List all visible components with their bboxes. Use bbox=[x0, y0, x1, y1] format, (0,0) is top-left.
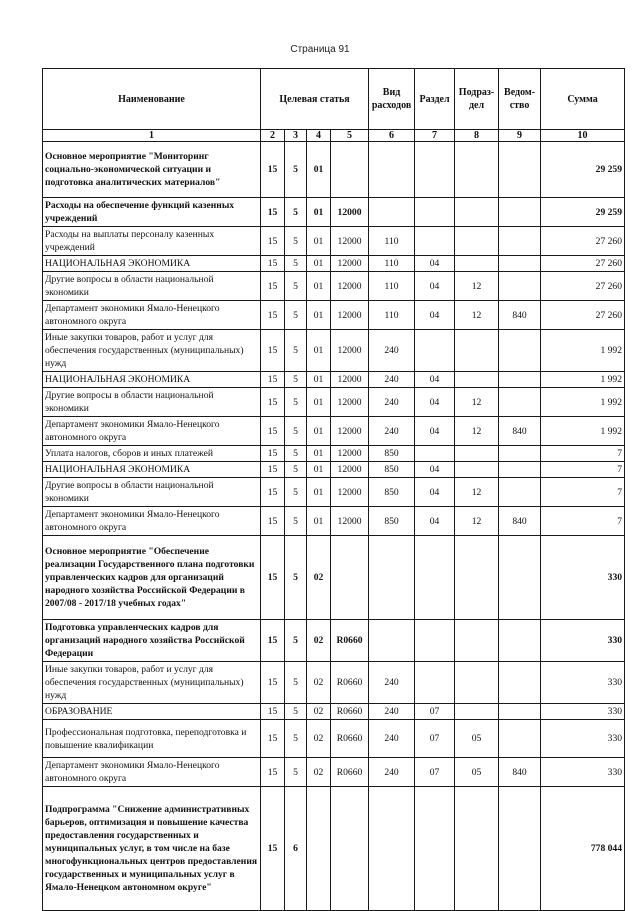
row-sum-cell: 27 260 bbox=[541, 272, 625, 301]
row-expense-type-cell bbox=[369, 620, 415, 662]
row-activity-cell: 01 bbox=[307, 388, 331, 417]
row-department-cell bbox=[499, 662, 541, 704]
column-number: 6 bbox=[369, 130, 415, 142]
row-direction-cell: 12000 bbox=[331, 507, 369, 536]
row-subsection-cell bbox=[455, 446, 499, 462]
row-subsection-cell: 12 bbox=[455, 272, 499, 301]
row-program-cell: 15 bbox=[261, 301, 285, 330]
row-name-cell: Иные закупки товаров, работ и услуг для обеспечения государственных (муниципальных) нужд bbox=[43, 330, 261, 372]
row-department-cell: 840 bbox=[499, 417, 541, 446]
row-program-cell: 15 bbox=[261, 758, 285, 787]
column-number-row bbox=[43, 130, 625, 142]
row-subsection-cell bbox=[455, 536, 499, 620]
row-sum-cell: 330 bbox=[541, 758, 625, 787]
table-row bbox=[43, 787, 625, 911]
row-name-cell: Уплата налогов, сборов и иных платежей bbox=[43, 446, 261, 462]
row-subprogram-cell: 5 bbox=[285, 198, 307, 227]
row-expense-type-cell: 240 bbox=[369, 662, 415, 704]
row-name-cell: Основное мероприятие "Обеспечение реализации Государственного плана подготовки управленческих кадров для организаций народного хозяйства Российской Федерации в 2007/08 - 2017/18 учебных годах" bbox=[43, 536, 261, 620]
table-header-row bbox=[43, 69, 625, 130]
row-section-cell: 04 bbox=[415, 507, 455, 536]
table-row bbox=[43, 478, 625, 507]
column-number: 3 bbox=[285, 130, 307, 142]
row-department-cell bbox=[499, 330, 541, 372]
row-activity-cell: 02 bbox=[307, 758, 331, 787]
row-subprogram-cell: 5 bbox=[285, 372, 307, 388]
row-direction-cell: R0660 bbox=[331, 758, 369, 787]
row-department-cell: 840 bbox=[499, 301, 541, 330]
row-expense-type-cell bbox=[369, 198, 415, 227]
table-row bbox=[43, 462, 625, 478]
row-subprogram-cell: 5 bbox=[285, 142, 307, 198]
row-subprogram-cell: 5 bbox=[285, 704, 307, 720]
row-direction-cell: R0660 bbox=[331, 704, 369, 720]
row-name-cell: Департамент экономики Ямало-Ненецкого автономного округа bbox=[43, 507, 261, 536]
row-name-cell: Расходы на обеспечение функций казенных учреждений bbox=[43, 198, 261, 227]
row-expense-type-cell: 240 bbox=[369, 720, 415, 758]
row-direction-cell bbox=[331, 536, 369, 620]
table-body bbox=[43, 142, 625, 911]
row-sum-cell: 330 bbox=[541, 662, 625, 704]
column-number: 9 bbox=[499, 130, 541, 142]
row-name-cell: Иные закупки товаров, работ и услуг для обеспечения государственных (муниципальных) нужд bbox=[43, 662, 261, 704]
row-section-cell bbox=[415, 227, 455, 256]
row-name-cell: Подпрограмма "Снижение административных барьеров, оптимизация и повышение качества предоставления государственных и муниципальных услуг, в том числе на базе многофункциональных центров предоставления государственных и муниципальных услуг в Ямало-Ненецком автономном округе" bbox=[43, 787, 261, 911]
row-subprogram-cell: 5 bbox=[285, 507, 307, 536]
budget-table bbox=[42, 68, 625, 911]
row-program-cell: 15 bbox=[261, 704, 285, 720]
row-name-cell: НАЦИОНАЛЬНАЯ ЭКОНОМИКА bbox=[43, 256, 261, 272]
row-activity-cell: 01 bbox=[307, 142, 331, 198]
row-activity-cell: 01 bbox=[307, 462, 331, 478]
row-department-cell bbox=[499, 787, 541, 911]
row-sum-cell: 7 bbox=[541, 462, 625, 478]
row-section-cell bbox=[415, 142, 455, 198]
row-name-cell: Другие вопросы в области национальной экономики bbox=[43, 478, 261, 507]
row-expense-type-cell bbox=[369, 787, 415, 911]
row-section-cell: 04 bbox=[415, 256, 455, 272]
row-program-cell: 15 bbox=[261, 142, 285, 198]
table-row bbox=[43, 446, 625, 462]
table-row bbox=[43, 142, 625, 198]
row-section-cell: 07 bbox=[415, 704, 455, 720]
row-program-cell: 15 bbox=[261, 372, 285, 388]
row-activity-cell: 01 bbox=[307, 330, 331, 372]
row-subsection-cell bbox=[455, 142, 499, 198]
row-department-cell bbox=[499, 198, 541, 227]
row-department-cell bbox=[499, 256, 541, 272]
row-subsection-cell bbox=[455, 256, 499, 272]
row-direction-cell: 12000 bbox=[331, 330, 369, 372]
table-row bbox=[43, 758, 625, 787]
row-department-cell bbox=[499, 272, 541, 301]
row-department-cell bbox=[499, 704, 541, 720]
table-row bbox=[43, 372, 625, 388]
row-program-cell: 15 bbox=[261, 662, 285, 704]
row-department-cell: 840 bbox=[499, 758, 541, 787]
row-section-cell bbox=[415, 330, 455, 372]
row-section-cell: 04 bbox=[415, 388, 455, 417]
row-subsection-cell bbox=[455, 372, 499, 388]
row-subprogram-cell: 5 bbox=[285, 758, 307, 787]
row-subprogram-cell: 5 bbox=[285, 272, 307, 301]
col-header-target-article: Целевая статья bbox=[261, 69, 369, 130]
row-direction-cell: R0660 bbox=[331, 620, 369, 662]
row-subsection-cell bbox=[455, 330, 499, 372]
row-activity-cell: 02 bbox=[307, 720, 331, 758]
row-expense-type-cell: 110 bbox=[369, 227, 415, 256]
row-subprogram-cell: 5 bbox=[285, 462, 307, 478]
col-header-expense-type: Вид расходов bbox=[369, 69, 415, 130]
row-subprogram-cell: 5 bbox=[285, 662, 307, 704]
row-subprogram-cell: 5 bbox=[285, 330, 307, 372]
row-program-cell: 15 bbox=[261, 478, 285, 507]
table-row bbox=[43, 256, 625, 272]
row-program-cell: 15 bbox=[261, 272, 285, 301]
row-direction-cell: R0660 bbox=[331, 720, 369, 758]
row-program-cell: 15 bbox=[261, 462, 285, 478]
row-activity-cell bbox=[307, 787, 331, 911]
row-department-cell bbox=[499, 478, 541, 507]
row-activity-cell: 01 bbox=[307, 507, 331, 536]
row-name-cell: Департамент экономики Ямало-Ненецкого автономного округа bbox=[43, 758, 261, 787]
row-subsection-cell: 12 bbox=[455, 507, 499, 536]
row-expense-type-cell: 240 bbox=[369, 758, 415, 787]
row-direction-cell: 12000 bbox=[331, 301, 369, 330]
row-expense-type-cell: 850 bbox=[369, 478, 415, 507]
row-subprogram-cell: 5 bbox=[285, 536, 307, 620]
table-row bbox=[43, 330, 625, 372]
row-subsection-cell bbox=[455, 462, 499, 478]
row-sum-cell: 1 992 bbox=[541, 372, 625, 388]
row-sum-cell: 778 044 bbox=[541, 787, 625, 911]
row-sum-cell: 7 bbox=[541, 446, 625, 462]
row-activity-cell: 01 bbox=[307, 198, 331, 227]
row-department-cell bbox=[499, 720, 541, 758]
table-row bbox=[43, 620, 625, 662]
row-sum-cell: 330 bbox=[541, 536, 625, 620]
row-sum-cell: 27 260 bbox=[541, 256, 625, 272]
row-activity-cell: 02 bbox=[307, 662, 331, 704]
table-row bbox=[43, 301, 625, 330]
row-subsection-cell bbox=[455, 704, 499, 720]
row-sum-cell: 7 bbox=[541, 478, 625, 507]
row-section-cell bbox=[415, 446, 455, 462]
table-row bbox=[43, 720, 625, 758]
row-name-cell: Департамент экономики Ямало-Ненецкого автономного округа bbox=[43, 417, 261, 446]
row-department-cell bbox=[499, 620, 541, 662]
row-subsection-cell bbox=[455, 198, 499, 227]
column-number: 7 bbox=[415, 130, 455, 142]
row-subprogram-cell: 5 bbox=[285, 388, 307, 417]
row-department-cell bbox=[499, 446, 541, 462]
row-direction-cell bbox=[331, 142, 369, 198]
column-number: 2 bbox=[261, 130, 285, 142]
row-expense-type-cell: 240 bbox=[369, 417, 415, 446]
row-activity-cell: 01 bbox=[307, 301, 331, 330]
row-name-cell: Другие вопросы в области национальной экономики bbox=[43, 272, 261, 301]
column-number: 5 bbox=[331, 130, 369, 142]
col-header-sum: Сумма bbox=[541, 69, 625, 130]
row-sum-cell: 330 bbox=[541, 704, 625, 720]
column-number: 4 bbox=[307, 130, 331, 142]
row-section-cell bbox=[415, 198, 455, 227]
row-department-cell bbox=[499, 227, 541, 256]
row-expense-type-cell: 240 bbox=[369, 372, 415, 388]
row-subprogram-cell: 5 bbox=[285, 720, 307, 758]
row-program-cell: 15 bbox=[261, 536, 285, 620]
row-section-cell: 04 bbox=[415, 417, 455, 446]
row-direction-cell: 12000 bbox=[331, 198, 369, 227]
row-name-cell: Департамент экономики Ямало-Ненецкого автономного округа bbox=[43, 301, 261, 330]
row-program-cell: 15 bbox=[261, 417, 285, 446]
table-row bbox=[43, 227, 625, 256]
row-department-cell bbox=[499, 388, 541, 417]
row-direction-cell: R0660 bbox=[331, 662, 369, 704]
row-name-cell: НАЦИОНАЛЬНАЯ ЭКОНОМИКА bbox=[43, 372, 261, 388]
row-direction-cell bbox=[331, 787, 369, 911]
row-activity-cell: 02 bbox=[307, 536, 331, 620]
row-program-cell: 15 bbox=[261, 620, 285, 662]
row-sum-cell: 27 260 bbox=[541, 301, 625, 330]
row-program-cell: 15 bbox=[261, 227, 285, 256]
row-expense-type-cell: 110 bbox=[369, 272, 415, 301]
column-number: 10 bbox=[541, 130, 625, 142]
row-subprogram-cell: 5 bbox=[285, 417, 307, 446]
row-section-cell: 07 bbox=[415, 758, 455, 787]
col-header-department: Ведом-ство bbox=[499, 69, 541, 130]
row-direction-cell: 12000 bbox=[331, 272, 369, 301]
row-program-cell: 15 bbox=[261, 720, 285, 758]
row-direction-cell: 12000 bbox=[331, 372, 369, 388]
row-direction-cell: 12000 bbox=[331, 478, 369, 507]
row-section-cell: 07 bbox=[415, 720, 455, 758]
row-program-cell: 15 bbox=[261, 256, 285, 272]
row-activity-cell: 01 bbox=[307, 272, 331, 301]
row-expense-type-cell: 850 bbox=[369, 446, 415, 462]
table-row bbox=[43, 198, 625, 227]
row-section-cell bbox=[415, 536, 455, 620]
row-subsection-cell: 12 bbox=[455, 478, 499, 507]
table-row bbox=[43, 272, 625, 301]
row-sum-cell: 330 bbox=[541, 620, 625, 662]
row-section-cell: 04 bbox=[415, 301, 455, 330]
row-program-cell: 15 bbox=[261, 388, 285, 417]
row-sum-cell: 29 259 bbox=[541, 142, 625, 198]
row-sum-cell: 27 260 bbox=[541, 227, 625, 256]
row-department-cell bbox=[499, 462, 541, 478]
page-header: Страница 91 bbox=[290, 44, 350, 55]
row-department-cell: 840 bbox=[499, 507, 541, 536]
row-name-cell: Основное мероприятие "Мониторинг социально-экономической ситуации и подготовка аналитических материалов" bbox=[43, 142, 261, 198]
col-header-name: Наименование bbox=[43, 69, 261, 130]
row-sum-cell: 7 bbox=[541, 507, 625, 536]
row-subsection-cell: 12 bbox=[455, 301, 499, 330]
row-expense-type-cell: 850 bbox=[369, 462, 415, 478]
column-number: 1 bbox=[43, 130, 261, 142]
row-activity-cell: 01 bbox=[307, 372, 331, 388]
row-sum-cell: 1 992 bbox=[541, 388, 625, 417]
row-sum-cell: 29 259 bbox=[541, 198, 625, 227]
row-subprogram-cell: 5 bbox=[285, 478, 307, 507]
col-header-subsection: Подраз-дел bbox=[455, 69, 499, 130]
row-program-cell: 15 bbox=[261, 507, 285, 536]
row-name-cell: НАЦИОНАЛЬНАЯ ЭКОНОМИКА bbox=[43, 462, 261, 478]
table-row bbox=[43, 417, 625, 446]
row-subprogram-cell: 5 bbox=[285, 227, 307, 256]
row-activity-cell: 01 bbox=[307, 478, 331, 507]
row-program-cell: 15 bbox=[261, 787, 285, 911]
row-subsection-cell: 12 bbox=[455, 417, 499, 446]
row-program-cell: 15 bbox=[261, 330, 285, 372]
row-direction-cell: 12000 bbox=[331, 256, 369, 272]
row-subprogram-cell: 5 bbox=[285, 301, 307, 330]
row-section-cell: 04 bbox=[415, 272, 455, 301]
row-subsection-cell bbox=[455, 227, 499, 256]
row-expense-type-cell bbox=[369, 536, 415, 620]
row-name-cell: Расходы на выплаты персоналу казенных учреждений bbox=[43, 227, 261, 256]
row-expense-type-cell: 240 bbox=[369, 330, 415, 372]
row-department-cell bbox=[499, 142, 541, 198]
col-header-section: Раздел bbox=[415, 69, 455, 130]
row-section-cell: 04 bbox=[415, 478, 455, 507]
row-direction-cell: 12000 bbox=[331, 388, 369, 417]
table-row bbox=[43, 507, 625, 536]
row-section-cell bbox=[415, 787, 455, 911]
row-direction-cell: 12000 bbox=[331, 417, 369, 446]
row-subprogram-cell: 5 bbox=[285, 446, 307, 462]
table-row bbox=[43, 662, 625, 704]
row-subsection-cell: 12 bbox=[455, 388, 499, 417]
row-name-cell: Профессиональная подготовка, переподготовка и повышение квалификации bbox=[43, 720, 261, 758]
row-expense-type-cell: 110 bbox=[369, 256, 415, 272]
row-section-cell bbox=[415, 620, 455, 662]
row-section-cell bbox=[415, 662, 455, 704]
row-department-cell bbox=[499, 536, 541, 620]
row-activity-cell: 01 bbox=[307, 227, 331, 256]
row-expense-type-cell: 240 bbox=[369, 388, 415, 417]
row-subsection-cell: 05 bbox=[455, 758, 499, 787]
row-name-cell: ОБРАЗОВАНИЕ bbox=[43, 704, 261, 720]
row-direction-cell: 12000 bbox=[331, 446, 369, 462]
row-subsection-cell bbox=[455, 662, 499, 704]
row-activity-cell: 02 bbox=[307, 704, 331, 720]
row-activity-cell: 01 bbox=[307, 256, 331, 272]
table-row bbox=[43, 536, 625, 620]
row-expense-type-cell: 850 bbox=[369, 507, 415, 536]
row-subsection-cell: 05 bbox=[455, 720, 499, 758]
row-direction-cell: 12000 bbox=[331, 462, 369, 478]
row-name-cell: Другие вопросы в области национальной экономики bbox=[43, 388, 261, 417]
table-row bbox=[43, 704, 625, 720]
row-expense-type-cell: 110 bbox=[369, 301, 415, 330]
row-expense-type-cell: 240 bbox=[369, 704, 415, 720]
table-row bbox=[43, 388, 625, 417]
row-activity-cell: 01 bbox=[307, 446, 331, 462]
row-activity-cell: 02 bbox=[307, 620, 331, 662]
row-expense-type-cell bbox=[369, 142, 415, 198]
row-sum-cell: 330 bbox=[541, 720, 625, 758]
row-subsection-cell bbox=[455, 620, 499, 662]
row-subprogram-cell: 5 bbox=[285, 620, 307, 662]
row-sum-cell: 1 992 bbox=[541, 417, 625, 446]
row-activity-cell: 01 bbox=[307, 417, 331, 446]
row-program-cell: 15 bbox=[261, 446, 285, 462]
row-section-cell: 04 bbox=[415, 462, 455, 478]
row-subprogram-cell: 6 bbox=[285, 787, 307, 911]
column-number: 8 bbox=[455, 130, 499, 142]
row-department-cell bbox=[499, 372, 541, 388]
row-program-cell: 15 bbox=[261, 198, 285, 227]
row-name-cell: Подготовка управленческих кадров для организаций народного хозяйства Российской Федерации bbox=[43, 620, 261, 662]
row-section-cell: 04 bbox=[415, 372, 455, 388]
row-subprogram-cell: 5 bbox=[285, 256, 307, 272]
row-direction-cell: 12000 bbox=[331, 227, 369, 256]
row-subsection-cell bbox=[455, 787, 499, 911]
row-sum-cell: 1 992 bbox=[541, 330, 625, 372]
